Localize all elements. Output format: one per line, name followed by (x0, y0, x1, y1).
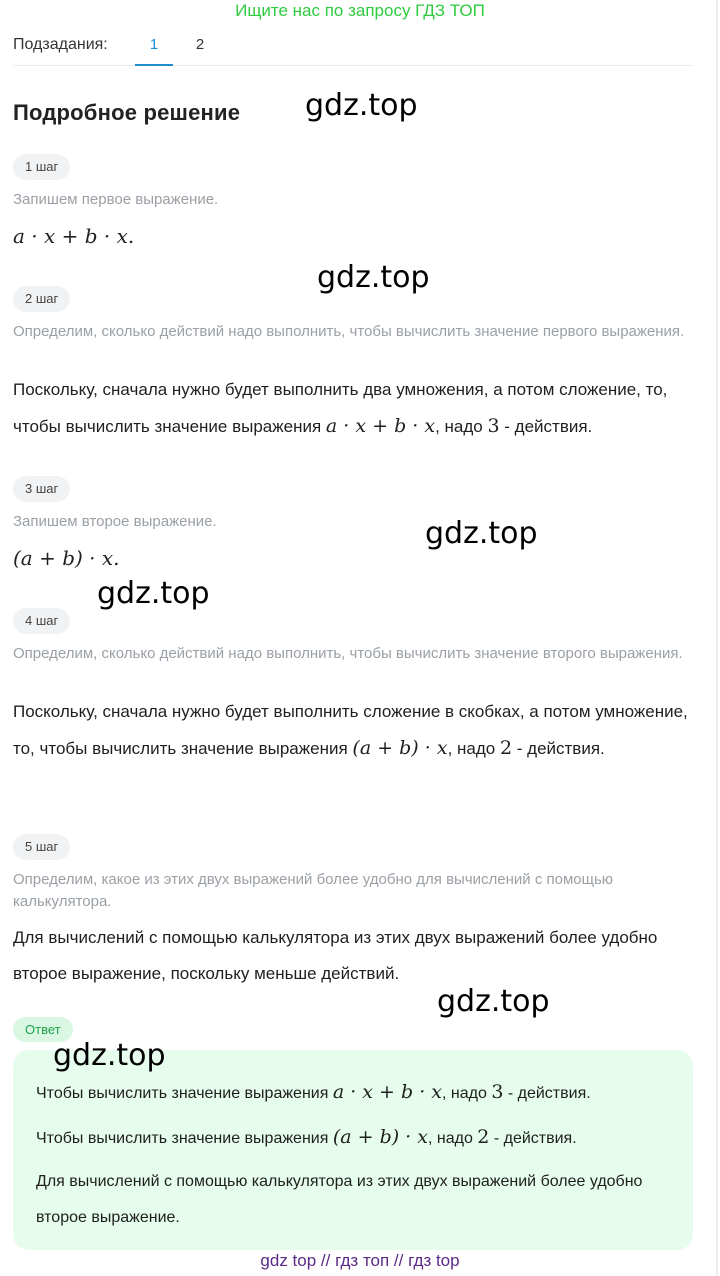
answer-line-2-c: - действия. (489, 1130, 577, 1147)
answer-line-2-a: Чтобы вычислить значение выражения (36, 1130, 333, 1147)
tab-subtask-2[interactable]: 2 (195, 36, 205, 53)
step-1-badge: 1 шаг (13, 154, 70, 180)
step-4-text-c: - действия. (512, 739, 605, 758)
tab-subtask-1[interactable]: 1 (135, 36, 173, 66)
watermark: gdz.top (53, 1038, 166, 1073)
step-3-hint: Запишем второе выражение. (13, 513, 217, 530)
answer-line-1-a: Чтобы вычислить значение выражения (36, 1085, 333, 1102)
step-2-text (13, 372, 698, 445)
step-5-text: Для вычислений с помощью калькулятора из этих двух выражений более удобно второе выражение, поскольку меньше действий. (13, 928, 658, 983)
page-right-border (716, 0, 718, 1276)
step-4-expression: (a + b) · x (352, 737, 448, 759)
watermark: gdz.top (425, 516, 538, 551)
step-4-count: 2 (499, 737, 513, 759)
watermark: gdz.top (97, 576, 210, 611)
promo-banner[interactable]: Ищите нас по запросу ГДЗ ТОП (235, 1, 485, 20)
answer-line-1-count: 3 (491, 1081, 504, 1103)
answer-line-1-b: , надо (442, 1085, 492, 1102)
step-3-expression: (a + b) · x. (13, 546, 120, 570)
answer-line-1-c: - действия. (503, 1085, 591, 1102)
page-title: Подробное решение (13, 100, 241, 125)
watermark: gdz.top (305, 88, 418, 123)
watermark: gdz.top (437, 984, 550, 1019)
step-1-hint: Запишем первое выражение. (13, 191, 219, 208)
watermark: gdz.top (317, 260, 430, 295)
step-1-expression: a · x + b · x. (13, 224, 135, 248)
footer-links[interactable]: gdz top // гдз топ // гдз top (260, 1251, 460, 1270)
step-2-text-c: - действия. (499, 417, 593, 436)
answer-line-2 (36, 1119, 686, 1157)
step-2-hint: Определим, сколько действий надо выполнить, чтобы вычислить значение первого выражения. (13, 323, 685, 340)
answer-badge: Ответ (13, 1017, 73, 1042)
step-4-hint: Определим, сколько действий надо выполнить, чтобы вычислить значение второго выражения. (13, 645, 683, 662)
step-4-text (13, 694, 698, 767)
answer-line-2-b: , надо (427, 1130, 478, 1147)
step-3-badge: 3 шаг (13, 476, 70, 502)
answer-line-1 (36, 1074, 686, 1112)
step-5-hint: Определим, какое из этих двух выражений более удобно для вычислений с помощью калькулятора. (13, 871, 614, 910)
step-4-text-a: Поскольку, сначала нужно будет выполнить сложение в скобках, а потом умножение, то, чтобы вычислить значение выражения (13, 702, 688, 758)
step-5-badge: 5 шаг (13, 834, 70, 860)
answer-line-1-expression: a · x + b · x (332, 1081, 442, 1103)
step-2-badge: 2 шаг (13, 286, 70, 312)
answer-line-2-count: 2 (477, 1126, 490, 1148)
answer-line-2-expression: (a + b) · x (332, 1126, 428, 1148)
step-2-count: 3 (487, 415, 500, 437)
step-2-expression: a · x + b · x (325, 415, 436, 437)
subtasks-bar (13, 32, 693, 66)
step-4-badge: 4 шаг (13, 608, 70, 634)
answer-line-3: Для вычислений с помощью калькулятора из этих двух выражений более удобно второе выражение. (36, 1173, 643, 1226)
step-4-text-b: , надо (447, 739, 500, 758)
subtasks-label: Подзадания: (13, 36, 108, 53)
step-2-text-b: , надо (435, 417, 488, 436)
step-2-text-a: Поскольку, сначала нужно будет выполнить два умножения, а потом сложение, то, чтобы вычислить значение выражения (13, 380, 668, 436)
